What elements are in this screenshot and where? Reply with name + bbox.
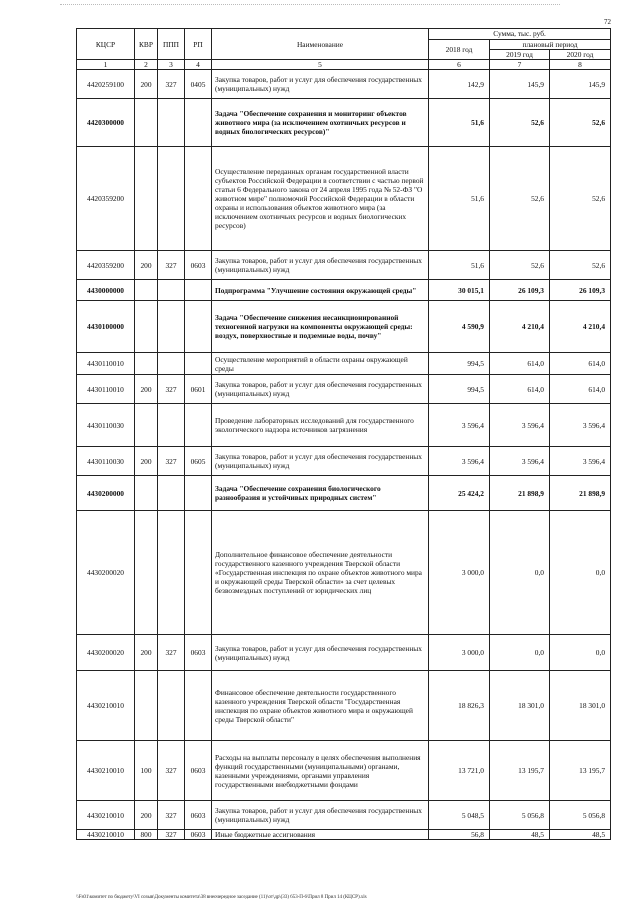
name-cell: Задача "Обеспечение снижения несанкционированной техногенной нагрузки на компоненты окружающей среды: воздух, поверхностные и подземные воды, почву": [212, 301, 429, 353]
amount-2019-cell: 52,6: [490, 147, 550, 251]
ppp-cell: 327: [158, 375, 185, 404]
amount-2020-cell: 614,0: [550, 353, 611, 375]
table-row: [77, 476, 611, 511]
name-cell: Закупка товаров, работ и услуг для обеспечения государственных (муниципальных) нужд: [212, 801, 429, 830]
amount-2019-cell: 0,0: [490, 511, 550, 635]
ppp-cell: [158, 147, 185, 251]
kcsr-cell: 4430200020: [77, 635, 135, 671]
kvr-cell: [135, 147, 158, 251]
name-cell: Осуществление мероприятий в области охраны окружающей среды: [212, 353, 429, 375]
table-row: [77, 375, 611, 404]
amount-2018-cell: 3 000,0: [429, 635, 490, 671]
amount-2018-cell: 4 590,9: [429, 301, 490, 353]
ppp-cell: [158, 404, 185, 447]
amount-2019-cell: 5 056,8: [490, 801, 550, 830]
amount-2019-cell: 0,0: [490, 635, 550, 671]
amount-2020-cell: 3 596,4: [550, 404, 611, 447]
amount-2019-cell: 18 301,0: [490, 671, 550, 741]
table-row: [77, 801, 611, 830]
header-sum: Сумма, тыс. руб.: [429, 29, 611, 40]
rp-cell: [185, 147, 212, 251]
rp-cell: [185, 511, 212, 635]
table-row: [77, 741, 611, 801]
kcsr-cell: 4430200020: [77, 511, 135, 635]
rp-cell: 0405: [185, 70, 212, 99]
header-kvr: КВР: [135, 29, 158, 60]
amount-2018-cell: 142,9: [429, 70, 490, 99]
amount-2019-cell: 3 596,4: [490, 447, 550, 476]
column-number-row: [77, 60, 611, 70]
col-number: 3: [158, 60, 185, 70]
kcsr-cell: 4420259100: [77, 70, 135, 99]
name-cell: Иные бюджетные ассигнования: [212, 830, 429, 840]
amount-2019-cell: 52,6: [490, 251, 550, 280]
amount-2019-cell: 52,6: [490, 99, 550, 147]
table-row: [77, 404, 611, 447]
kvr-cell: [135, 476, 158, 511]
table-row: [77, 830, 611, 840]
rp-cell: [185, 404, 212, 447]
table-row: [77, 671, 611, 741]
header-2018: 2018 год: [429, 40, 490, 60]
kvr-cell: [135, 301, 158, 353]
amount-2020-cell: 3 596,4: [550, 447, 611, 476]
header-planned-period: плановый период: [490, 40, 611, 50]
amount-2020-cell: 52,6: [550, 147, 611, 251]
kvr-cell: 200: [135, 801, 158, 830]
amount-2019-cell: 13 195,7: [490, 741, 550, 801]
name-cell: Закупка товаров, работ и услуг для обеспечения государственных (муниципальных) нужд: [212, 251, 429, 280]
kcsr-cell: 4420359200: [77, 147, 135, 251]
kvr-cell: [135, 99, 158, 147]
header-rp: РП: [185, 29, 212, 60]
amount-2018-cell: 51,6: [429, 99, 490, 147]
kcsr-cell: 4430110010: [77, 353, 135, 375]
table-row: [77, 280, 611, 301]
amount-2020-cell: 145,9: [550, 70, 611, 99]
col-number: 5: [212, 60, 429, 70]
header-kcsr: КЦСР: [77, 29, 135, 60]
scan-edge: [60, 4, 560, 6]
amount-2020-cell: 0,0: [550, 511, 611, 635]
kcsr-cell: 4430210010: [77, 801, 135, 830]
table-row: [77, 447, 611, 476]
ppp-cell: 327: [158, 741, 185, 801]
rp-cell: 0603: [185, 801, 212, 830]
ppp-cell: [158, 511, 185, 635]
kcsr-cell: 4430200000: [77, 476, 135, 511]
kvr-cell: 200: [135, 635, 158, 671]
page-number: 72: [604, 18, 611, 26]
header-2019: 2019 год: [490, 50, 550, 60]
amount-2018-cell: 994,5: [429, 375, 490, 404]
amount-2019-cell: 614,0: [490, 353, 550, 375]
kcsr-cell: 4430210010: [77, 671, 135, 741]
amount-2020-cell: 4 210,4: [550, 301, 611, 353]
amount-2018-cell: 994,5: [429, 353, 490, 375]
rp-cell: 0603: [185, 635, 212, 671]
table-row: [77, 511, 611, 635]
amount-2020-cell: 18 301,0: [550, 671, 611, 741]
col-number: 2: [135, 60, 158, 70]
name-cell: Закупка товаров, работ и услуг для обеспечения государственных (муниципальных) нужд: [212, 70, 429, 99]
col-number: 8: [550, 60, 611, 70]
name-cell: Закупка товаров, работ и услуг для обеспечения государственных (муниципальных) нужд: [212, 375, 429, 404]
rp-cell: [185, 301, 212, 353]
name-cell: Закупка товаров, работ и услуг для обеспечения государственных (муниципальных) нужд: [212, 447, 429, 476]
ppp-cell: 327: [158, 635, 185, 671]
table-row: [77, 353, 611, 375]
name-cell: Расходы на выплаты персоналу в целях обеспечения выполнения функций государственными (муниципальными) органами, казенными учреждениями, органами управления государственными внебюджетными фондами: [212, 741, 429, 801]
amount-2018-cell: 51,6: [429, 147, 490, 251]
amount-2018-cell: 25 424,2: [429, 476, 490, 511]
col-number: 7: [490, 60, 550, 70]
amount-2020-cell: 0,0: [550, 635, 611, 671]
col-number: 1: [77, 60, 135, 70]
name-cell: Подпрограмма "Улучшение состояния окружающей среды": [212, 280, 429, 301]
kvr-cell: [135, 404, 158, 447]
rp-cell: 0603: [185, 251, 212, 280]
name-cell: Задача "Обеспечение сохранения и мониторинг объектов животного мира (за исключением охотничьих ресурсов и водных биологических ресурсов)": [212, 99, 429, 147]
kcsr-cell: 4430210010: [77, 830, 135, 840]
kvr-cell: 200: [135, 251, 158, 280]
rp-cell: [185, 280, 212, 301]
ppp-cell: [158, 99, 185, 147]
name-cell: Дополнительное финансовое обеспечение деятельности государственного казенного учреждения Тверской области «Государственная инспекция по охране объектов животного мира и окружающей среды Тверской области» за счет целевых безвозмездных поступлений от юридических лиц: [212, 511, 429, 635]
table-row: [77, 70, 611, 99]
amount-2019-cell: 3 596,4: [490, 404, 550, 447]
kvr-cell: 200: [135, 447, 158, 476]
kcsr-cell: 4430110010: [77, 375, 135, 404]
table-row: [77, 635, 611, 671]
kvr-cell: 200: [135, 70, 158, 99]
kvr-cell: [135, 353, 158, 375]
ppp-cell: [158, 476, 185, 511]
amount-2019-cell: 48,5: [490, 830, 550, 840]
kcsr-cell: 4430000000: [77, 280, 135, 301]
rp-cell: 0601: [185, 375, 212, 404]
amount-2020-cell: 52,6: [550, 251, 611, 280]
amount-2018-cell: 3 596,4: [429, 447, 490, 476]
table-row: [77, 147, 611, 251]
kvr-cell: [135, 280, 158, 301]
amount-2018-cell: 30 015,1: [429, 280, 490, 301]
kcsr-cell: 4430110030: [77, 404, 135, 447]
amount-2019-cell: 614,0: [490, 375, 550, 404]
header-2020: 2020 год: [550, 50, 611, 60]
ppp-cell: 327: [158, 70, 185, 99]
ppp-cell: [158, 301, 185, 353]
ppp-cell: 327: [158, 251, 185, 280]
amount-2019-cell: 4 210,4: [490, 301, 550, 353]
col-number: 6: [429, 60, 490, 70]
kvr-cell: 100: [135, 741, 158, 801]
table-row: [77, 99, 611, 147]
kcsr-cell: 4420359200: [77, 251, 135, 280]
table-row: [77, 251, 611, 280]
name-cell: Финансовое обеспечение деятельности государственного казенного учреждения Тверской области "Государственная инспекция по охране объектов животного мира и окружающей среды Тверской области": [212, 671, 429, 741]
amount-2018-cell: 3 000,0: [429, 511, 490, 635]
amount-2019-cell: 145,9: [490, 70, 550, 99]
rp-cell: 0603: [185, 830, 212, 840]
kcsr-cell: 4430100000: [77, 301, 135, 353]
name-cell: Проведение лабораторных исследований для государственного экологического надзора источников загрязнения: [212, 404, 429, 447]
header-name: Наименование: [212, 29, 429, 60]
table-row: [77, 301, 611, 353]
kvr-cell: [135, 671, 158, 741]
amount-2018-cell: 51,6: [429, 251, 490, 280]
ppp-cell: [158, 671, 185, 741]
kcsr-cell: 4420300000: [77, 99, 135, 147]
amount-2018-cell: 5 048,5: [429, 801, 490, 830]
amount-2020-cell: 52,6: [550, 99, 611, 147]
kvr-cell: [135, 511, 158, 635]
kcsr-cell: 4430210010: [77, 741, 135, 801]
name-cell: Задача "Обеспечение сохранения биологического разнообразия и устойчивых природных систем": [212, 476, 429, 511]
ppp-cell: [158, 280, 185, 301]
ppp-cell: 327: [158, 830, 185, 840]
rp-cell: [185, 671, 212, 741]
amount-2020-cell: 13 195,7: [550, 741, 611, 801]
ppp-cell: 327: [158, 801, 185, 830]
rp-cell: [185, 353, 212, 375]
amount-2018-cell: 18 826,3: [429, 671, 490, 741]
ppp-cell: 327: [158, 447, 185, 476]
rp-cell: [185, 476, 212, 511]
rp-cell: 0603: [185, 741, 212, 801]
amount-2020-cell: 5 056,8: [550, 801, 611, 830]
kvr-cell: 200: [135, 375, 158, 404]
amount-2018-cell: 3 596,4: [429, 404, 490, 447]
amount-2018-cell: 13 721,0: [429, 741, 490, 801]
amount-2018-cell: 56,8: [429, 830, 490, 840]
budget-table: [76, 28, 611, 840]
ppp-cell: [158, 353, 185, 375]
amount-2019-cell: 21 898,9: [490, 476, 550, 511]
kvr-cell: 800: [135, 830, 158, 840]
name-cell: Осуществление переданных органам государственной власти субъектов Российской Федерации в соответствии с частью первой статьи 6 Федерального закона от 24 апреля 1995 года № 52-ФЗ "О животном мире" полномочий Российской Федерации в области охраны и использования объектов животного мира (за исключением охотничьих ресурсов и водных биологических ресурсов): [212, 147, 429, 251]
amount-2020-cell: 48,5: [550, 830, 611, 840]
rp-cell: 0605: [185, 447, 212, 476]
amount-2020-cell: 21 898,9: [550, 476, 611, 511]
amount-2020-cell: 614,0: [550, 375, 611, 404]
col-number: 4: [185, 60, 212, 70]
amount-2020-cell: 26 109,3: [550, 280, 611, 301]
amount-2019-cell: 26 109,3: [490, 280, 550, 301]
name-cell: Закупка товаров, работ и услуг для обеспечения государственных (муниципальных) нужд: [212, 635, 429, 671]
rp-cell: [185, 99, 212, 147]
file-path-footer: \\Fs01\комитет по бюджету\VI созыв\Документы комитета\38 внеочередное заседание (11)\от\др\(33) 653-П-6\Прил 8 Прил 14 (КЦСР).xls: [76, 894, 367, 900]
header-ppp: ППП: [158, 29, 185, 60]
kcsr-cell: 4430110030: [77, 447, 135, 476]
